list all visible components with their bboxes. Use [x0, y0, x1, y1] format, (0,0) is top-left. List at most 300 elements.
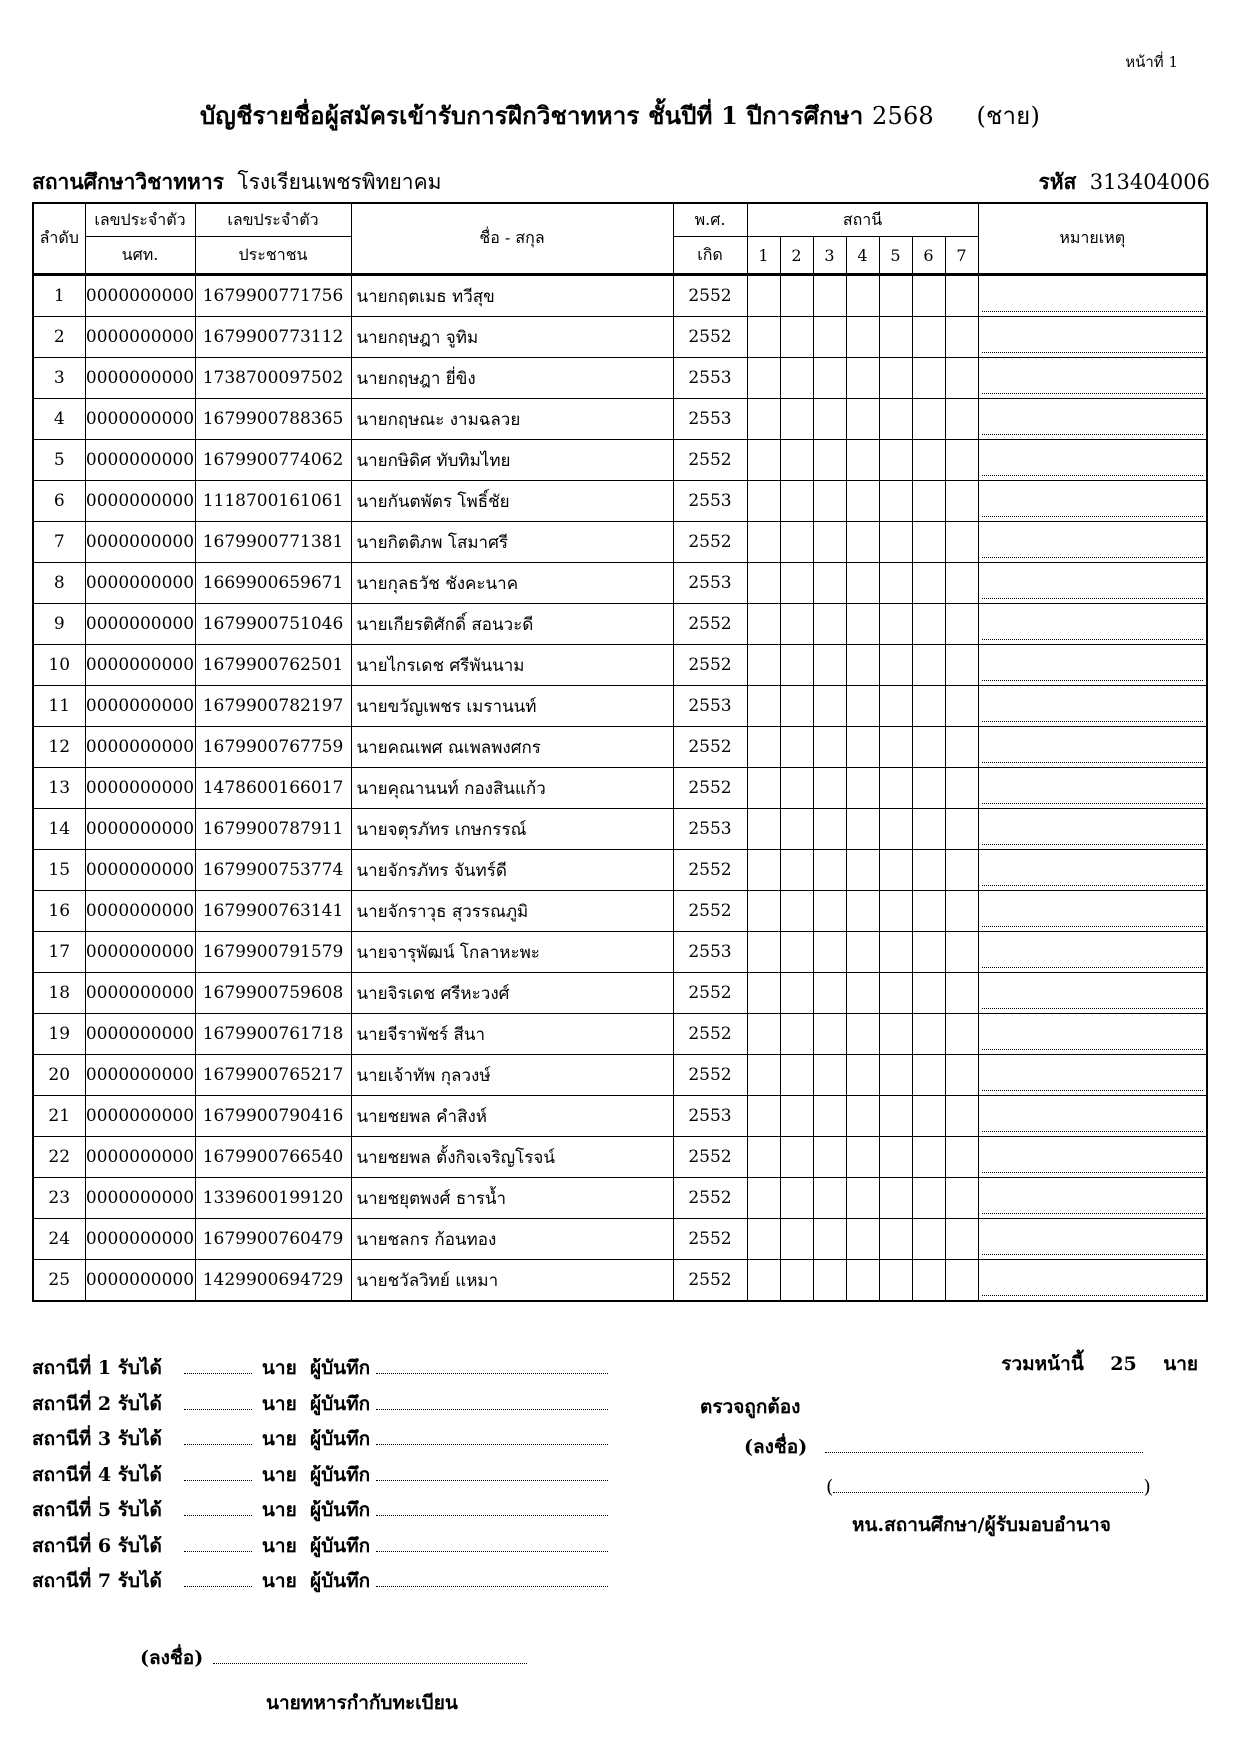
row-number: 24	[33, 1219, 85, 1260]
citizen-id: 1679900759608	[195, 973, 351, 1014]
citizen-id: 1478600166017	[195, 768, 351, 809]
station-2-cell[interactable]	[780, 1219, 813, 1260]
remark-cell[interactable]	[978, 891, 1207, 932]
name-line[interactable]	[833, 1492, 1143, 1493]
full-name: นายคุณานนท์ กองสินแก้ว	[351, 768, 673, 809]
station-1-cell[interactable]	[747, 850, 780, 891]
station-4-cell[interactable]	[846, 891, 879, 932]
station-6-cell[interactable]	[912, 317, 945, 358]
station-5-cell[interactable]	[879, 645, 912, 686]
station-7-cell[interactable]	[945, 1014, 978, 1055]
station-3-cell[interactable]	[813, 1260, 846, 1302]
count-line[interactable]	[184, 1373, 252, 1374]
station-3-cell[interactable]	[813, 440, 846, 481]
remark-cell[interactable]	[978, 604, 1207, 645]
station-7-cell[interactable]	[945, 563, 978, 604]
station-1-cell[interactable]	[747, 727, 780, 768]
station-2-cell[interactable]	[780, 1014, 813, 1055]
station-2-cell[interactable]	[780, 399, 813, 440]
count-line[interactable]	[184, 1515, 252, 1516]
remark-cell[interactable]	[978, 686, 1207, 727]
station-1-cell[interactable]	[747, 481, 780, 522]
birth-year: 2552	[673, 1260, 747, 1302]
station-1-cell[interactable]	[747, 891, 780, 932]
row-number: 25	[33, 1260, 85, 1302]
recorder-label: ผู้บันทึก	[309, 1428, 371, 1450]
station-2-cell[interactable]	[780, 891, 813, 932]
station-6-cell[interactable]	[912, 481, 945, 522]
station-6-cell[interactable]	[912, 727, 945, 768]
remark-cell[interactable]	[978, 522, 1207, 563]
station-5-cell[interactable]	[879, 481, 912, 522]
station-7-cell[interactable]	[945, 440, 978, 481]
station-6-cell[interactable]	[912, 563, 945, 604]
station-5-cell[interactable]	[879, 522, 912, 563]
table-body	[33, 275, 1207, 1302]
station-4-cell[interactable]	[846, 809, 879, 850]
full-name: นายกฤษฎา ยี่ขิง	[351, 358, 673, 399]
remark-cell[interactable]	[978, 1014, 1207, 1055]
student-id: 0000000000	[85, 399, 195, 440]
remark-dotted-line	[982, 311, 1204, 312]
full-name: นายกษิดิศ ทับทิมไทย	[351, 440, 673, 481]
station-2-cell[interactable]	[780, 1096, 813, 1137]
remark-dotted-line	[982, 1254, 1204, 1255]
station-4-cell[interactable]	[846, 768, 879, 809]
station-4-cell[interactable]	[846, 440, 879, 481]
row-number: 17	[33, 932, 85, 973]
station-2-cell[interactable]	[780, 1260, 813, 1302]
station-4-cell[interactable]	[846, 1178, 879, 1219]
station-7-cell[interactable]	[945, 1178, 978, 1219]
citizen-id: 1679900763141	[195, 891, 351, 932]
station-4-cell[interactable]	[846, 973, 879, 1014]
station-4-cell[interactable]	[846, 399, 879, 440]
station-3-cell[interactable]	[813, 809, 846, 850]
station-1-cell[interactable]	[747, 973, 780, 1014]
station-label: สถานีที่ 3 รับได้	[32, 1428, 162, 1450]
remark-dotted-line	[982, 475, 1204, 476]
student-id: 0000000000	[85, 1096, 195, 1137]
station-7-cell[interactable]	[945, 727, 978, 768]
recorder-label: ผู้บันทึก	[309, 1392, 371, 1415]
station-2-cell[interactable]	[780, 809, 813, 850]
station-4-cell[interactable]	[846, 522, 879, 563]
station-3-cell[interactable]	[813, 645, 846, 686]
station-7-cell[interactable]	[945, 275, 978, 317]
recorder-label: ผู้บันทึก	[309, 1534, 371, 1557]
remark-dotted-line	[982, 1172, 1204, 1173]
station-3-cell[interactable]	[813, 604, 846, 645]
station-6-cell[interactable]	[912, 604, 945, 645]
station-6-cell[interactable]	[912, 1055, 945, 1096]
header-station-6: 6	[912, 237, 945, 275]
station-6-cell[interactable]	[912, 891, 945, 932]
station-4-cell[interactable]	[846, 604, 879, 645]
remark-dotted-line	[982, 598, 1204, 599]
station-2-cell[interactable]	[780, 645, 813, 686]
station-1-cell[interactable]	[747, 1096, 780, 1137]
station-6-cell[interactable]	[912, 1260, 945, 1302]
station-3-cell[interactable]	[813, 768, 846, 809]
station-4-cell[interactable]	[846, 563, 879, 604]
station-6-cell[interactable]	[912, 275, 945, 317]
station-3-cell[interactable]	[813, 481, 846, 522]
station-7-cell[interactable]	[945, 768, 978, 809]
station-3-cell[interactable]	[813, 850, 846, 891]
station-1-cell[interactable]	[747, 809, 780, 850]
recorder-label: ผู้บันทึก	[309, 1357, 371, 1379]
station-4-cell[interactable]	[846, 1137, 879, 1178]
station-6-cell[interactable]	[912, 850, 945, 891]
station-1-cell[interactable]	[747, 358, 780, 399]
station-5-cell[interactable]	[879, 1096, 912, 1137]
station-1-cell[interactable]	[747, 399, 780, 440]
remark-cell[interactable]	[978, 1096, 1207, 1137]
station-label: สถานีที่ 7 รับได้	[32, 1570, 162, 1592]
row-number: 15	[33, 850, 85, 891]
station-1-cell[interactable]	[747, 1260, 780, 1302]
station-1-cell[interactable]	[747, 522, 780, 563]
remark-cell[interactable]	[978, 1260, 1207, 1302]
station-5-cell[interactable]	[879, 275, 912, 317]
station-2-cell[interactable]	[780, 358, 813, 399]
station-7-cell[interactable]	[945, 973, 978, 1014]
remark-cell[interactable]	[978, 1219, 1207, 1260]
remark-cell[interactable]	[978, 727, 1207, 768]
station-6-cell[interactable]	[912, 1096, 945, 1137]
station-3-cell[interactable]	[813, 1219, 846, 1260]
station-3-cell[interactable]	[813, 563, 846, 604]
remark-cell[interactable]	[978, 850, 1207, 891]
row-number: 16	[33, 891, 85, 932]
station-6-cell[interactable]	[912, 440, 945, 481]
table-row	[33, 1014, 1207, 1055]
header-student-id: เลขประจำตัว	[85, 203, 195, 237]
station-2-cell[interactable]	[780, 932, 813, 973]
recorder-line[interactable]	[376, 1515, 608, 1516]
birth-year: 2552	[673, 1014, 747, 1055]
station-1-cell[interactable]	[747, 645, 780, 686]
station-2-cell[interactable]	[780, 850, 813, 891]
table-row	[33, 768, 1207, 809]
birth-year: 2552	[673, 891, 747, 932]
recorder-line[interactable]	[376, 1480, 608, 1481]
row-number: 23	[33, 1178, 85, 1219]
station-3-cell[interactable]	[813, 275, 846, 317]
row-number: 20	[33, 1055, 85, 1096]
remark-cell[interactable]	[978, 809, 1207, 850]
student-id: 0000000000	[85, 1137, 195, 1178]
citizen-id: 1118700161061	[195, 481, 351, 522]
station-2-cell[interactable]	[780, 481, 813, 522]
paren-open: (	[826, 1476, 834, 1498]
station-5-cell[interactable]	[879, 1137, 912, 1178]
station-3-cell[interactable]	[813, 1137, 846, 1178]
remark-dotted-line	[982, 844, 1204, 845]
recorder-label: ผู้บันทึก	[309, 1499, 371, 1521]
count-line[interactable]	[184, 1586, 252, 1587]
station-4-cell[interactable]	[846, 932, 879, 973]
station-6-cell[interactable]	[912, 932, 945, 973]
station-1-cell[interactable]	[747, 768, 780, 809]
station-1-cell[interactable]	[747, 1219, 780, 1260]
station-3-cell[interactable]	[813, 1178, 846, 1219]
station-7-cell[interactable]	[945, 604, 978, 645]
station-5-cell[interactable]	[879, 727, 912, 768]
station-5-cell[interactable]	[879, 973, 912, 1014]
student-id: 0000000000	[85, 768, 195, 809]
table-row	[33, 522, 1207, 563]
remark-cell[interactable]	[978, 440, 1207, 481]
citizen-id: 1669900659671	[195, 563, 351, 604]
station-6-cell[interactable]	[912, 522, 945, 563]
station-7-cell[interactable]	[945, 891, 978, 932]
station-6-cell[interactable]	[912, 1178, 945, 1219]
station-4-cell[interactable]	[846, 358, 879, 399]
station-3-cell[interactable]	[813, 932, 846, 973]
station-4-cell[interactable]	[846, 645, 879, 686]
station-2-cell[interactable]	[780, 275, 813, 317]
station-5-cell[interactable]	[879, 563, 912, 604]
student-id: 0000000000	[85, 317, 195, 358]
station-6-cell[interactable]	[912, 809, 945, 850]
authority-name-line	[826, 1476, 1151, 1498]
station-6-cell[interactable]	[912, 768, 945, 809]
count-line[interactable]	[184, 1444, 252, 1445]
station-7-cell[interactable]	[945, 522, 978, 563]
station-7-cell[interactable]	[945, 686, 978, 727]
station-1-cell[interactable]	[747, 563, 780, 604]
citizen-id: 1679900787911	[195, 809, 351, 850]
title-year: 2568	[872, 102, 934, 130]
station-2-cell[interactable]	[780, 317, 813, 358]
station-7-cell[interactable]	[945, 317, 978, 358]
student-id: 0000000000	[85, 686, 195, 727]
remark-cell[interactable]	[978, 481, 1207, 522]
row-number: 3	[33, 358, 85, 399]
station-6-cell[interactable]	[912, 1014, 945, 1055]
citizen-id: 1738700097502	[195, 358, 351, 399]
birth-year: 2552	[673, 1137, 747, 1178]
station-6-cell[interactable]	[912, 645, 945, 686]
station-6-cell[interactable]	[912, 1137, 945, 1178]
remark-cell[interactable]	[978, 932, 1207, 973]
station-3-cell[interactable]	[813, 358, 846, 399]
remark-cell[interactable]	[978, 358, 1207, 399]
student-id: 0000000000	[85, 358, 195, 399]
header-birth-year: พ.ศ.	[673, 203, 747, 237]
remark-cell[interactable]	[978, 317, 1207, 358]
station-3-cell[interactable]	[813, 1055, 846, 1096]
birth-year: 2552	[673, 768, 747, 809]
station-5-cell[interactable]	[879, 440, 912, 481]
station-3-cell[interactable]	[813, 522, 846, 563]
table-row	[33, 727, 1207, 768]
station-6-cell[interactable]	[912, 1219, 945, 1260]
station-4-cell[interactable]	[846, 481, 879, 522]
row-number: 10	[33, 645, 85, 686]
station-7-cell[interactable]	[945, 358, 978, 399]
count-line[interactable]	[184, 1480, 252, 1481]
table-row	[33, 809, 1207, 850]
full-name: นายกฤษณะ งามฉลวย	[351, 399, 673, 440]
station-7-cell[interactable]	[945, 932, 978, 973]
station-4-cell[interactable]	[846, 1014, 879, 1055]
recorder-line[interactable]	[376, 1409, 608, 1410]
station-5-cell[interactable]	[879, 1014, 912, 1055]
officer-signature	[140, 1643, 527, 1673]
station-4-cell[interactable]	[846, 1260, 879, 1302]
student-id: 0000000000	[85, 440, 195, 481]
station-7-cell[interactable]	[945, 1219, 978, 1260]
station-7-cell[interactable]	[945, 1137, 978, 1178]
full-name: นายชยพล คำสิงห์	[351, 1096, 673, 1137]
remark-cell[interactable]	[978, 768, 1207, 809]
station-7-cell[interactable]	[945, 809, 978, 850]
remark-cell[interactable]	[978, 645, 1207, 686]
unit-label: นาย	[261, 1428, 297, 1450]
remark-dotted-line	[982, 516, 1204, 517]
station-5-cell[interactable]	[879, 768, 912, 809]
recorder-line[interactable]	[376, 1586, 608, 1587]
station-7-cell[interactable]	[945, 1260, 978, 1302]
remark-cell[interactable]	[978, 1055, 1207, 1096]
station-7-cell[interactable]	[945, 645, 978, 686]
station-2-cell[interactable]	[780, 727, 813, 768]
station-5-cell[interactable]	[879, 604, 912, 645]
station-3-cell[interactable]	[813, 317, 846, 358]
station-7-cell[interactable]	[945, 1055, 978, 1096]
station-1-cell[interactable]	[747, 275, 780, 317]
station-2-cell[interactable]	[780, 440, 813, 481]
header-station-4: 4	[846, 237, 879, 275]
station-5-cell[interactable]	[879, 1260, 912, 1302]
remark-cell[interactable]	[978, 563, 1207, 604]
citizen-id: 1679900762501	[195, 645, 351, 686]
station-2-cell[interactable]	[780, 604, 813, 645]
station-5-cell[interactable]	[879, 1219, 912, 1260]
station-1-cell[interactable]	[747, 440, 780, 481]
station-5-cell[interactable]	[879, 1055, 912, 1096]
station-4-cell[interactable]	[846, 1096, 879, 1137]
station-1-cell[interactable]	[747, 1014, 780, 1055]
station-5-cell[interactable]	[879, 891, 912, 932]
signature-line[interactable]	[825, 1452, 1143, 1453]
table-row	[33, 645, 1207, 686]
station-6-cell[interactable]	[912, 399, 945, 440]
station-3-cell[interactable]	[813, 973, 846, 1014]
header-student-id-2: นศท.	[85, 237, 195, 275]
recorder-line[interactable]	[376, 1373, 608, 1374]
station-1-cell[interactable]	[747, 317, 780, 358]
table-row	[33, 275, 1207, 317]
station-2-cell[interactable]	[780, 768, 813, 809]
remark-cell[interactable]	[978, 275, 1207, 317]
station-5-cell[interactable]	[879, 809, 912, 850]
station-3-cell[interactable]	[813, 1014, 846, 1055]
station-6-cell[interactable]	[912, 686, 945, 727]
station-4-cell[interactable]	[846, 275, 879, 317]
station-3-cell[interactable]	[813, 727, 846, 768]
citizen-id: 1679900771381	[195, 522, 351, 563]
table-row	[33, 686, 1207, 727]
citizen-id: 1339600199120	[195, 1178, 351, 1219]
station-1-cell[interactable]	[747, 1055, 780, 1096]
station-3-cell[interactable]	[813, 686, 846, 727]
count-line[interactable]	[184, 1551, 252, 1552]
station-4-cell[interactable]	[846, 850, 879, 891]
remark-cell[interactable]	[978, 1137, 1207, 1178]
station-5-cell[interactable]	[879, 317, 912, 358]
station-5-cell[interactable]	[879, 686, 912, 727]
station-2-cell[interactable]	[780, 563, 813, 604]
full-name: นายขวัญเพชร เมรานนท์	[351, 686, 673, 727]
station-4-cell[interactable]	[846, 317, 879, 358]
birth-year: 2552	[673, 850, 747, 891]
station-1-cell[interactable]	[747, 1137, 780, 1178]
station-3-cell[interactable]	[813, 1096, 846, 1137]
station-4-cell[interactable]	[846, 1055, 879, 1096]
station-2-cell[interactable]	[780, 1055, 813, 1096]
station-2-cell[interactable]	[780, 686, 813, 727]
station-3-cell[interactable]	[813, 399, 846, 440]
station-4-cell[interactable]	[846, 686, 879, 727]
station-1-cell[interactable]	[747, 686, 780, 727]
remark-cell[interactable]	[978, 973, 1207, 1014]
station-5-cell[interactable]	[879, 1178, 912, 1219]
count-line[interactable]	[184, 1409, 252, 1410]
station-5-cell[interactable]	[879, 932, 912, 973]
row-number: 18	[33, 973, 85, 1014]
title-sex: (ชาย)	[976, 102, 1041, 130]
school-code	[1038, 166, 1210, 199]
station-5-cell[interactable]	[879, 358, 912, 399]
station-3-cell[interactable]	[813, 891, 846, 932]
table-row	[33, 1096, 1207, 1137]
station-7-cell[interactable]	[945, 850, 978, 891]
station-label: สถานีที่ 4 รับได้	[32, 1463, 162, 1486]
officer-signature-line[interactable]	[213, 1663, 527, 1664]
station-5-cell[interactable]	[879, 850, 912, 891]
station-4-cell[interactable]	[846, 1219, 879, 1260]
station-1-cell[interactable]	[747, 1178, 780, 1219]
station-7-cell[interactable]	[945, 481, 978, 522]
station-5-cell[interactable]	[879, 399, 912, 440]
header-station-2: 2	[780, 237, 813, 275]
applicant-table	[32, 202, 1208, 1302]
station-label: สถานีที่ 5 รับได้	[32, 1499, 162, 1521]
station-4-cell[interactable]	[846, 727, 879, 768]
station-2-cell[interactable]	[780, 522, 813, 563]
station-2-cell[interactable]	[780, 1137, 813, 1178]
station-1-cell[interactable]	[747, 932, 780, 973]
authority-role: หน.สถานศึกษา/ผู้รับมอบอำนาจ	[852, 1514, 1111, 1536]
station-7-cell[interactable]	[945, 399, 978, 440]
station-7-cell[interactable]	[945, 1096, 978, 1137]
recorder-line[interactable]	[376, 1444, 608, 1445]
recorder-line[interactable]	[376, 1551, 608, 1552]
station-1-cell[interactable]	[747, 604, 780, 645]
remark-cell[interactable]	[978, 1178, 1207, 1219]
birth-year: 2552	[673, 973, 747, 1014]
birth-year: 2552	[673, 604, 747, 645]
station-2-cell[interactable]	[780, 973, 813, 1014]
station-6-cell[interactable]	[912, 973, 945, 1014]
station-2-cell[interactable]	[780, 1178, 813, 1219]
station-6-cell[interactable]	[912, 358, 945, 399]
remark-cell[interactable]	[978, 399, 1207, 440]
